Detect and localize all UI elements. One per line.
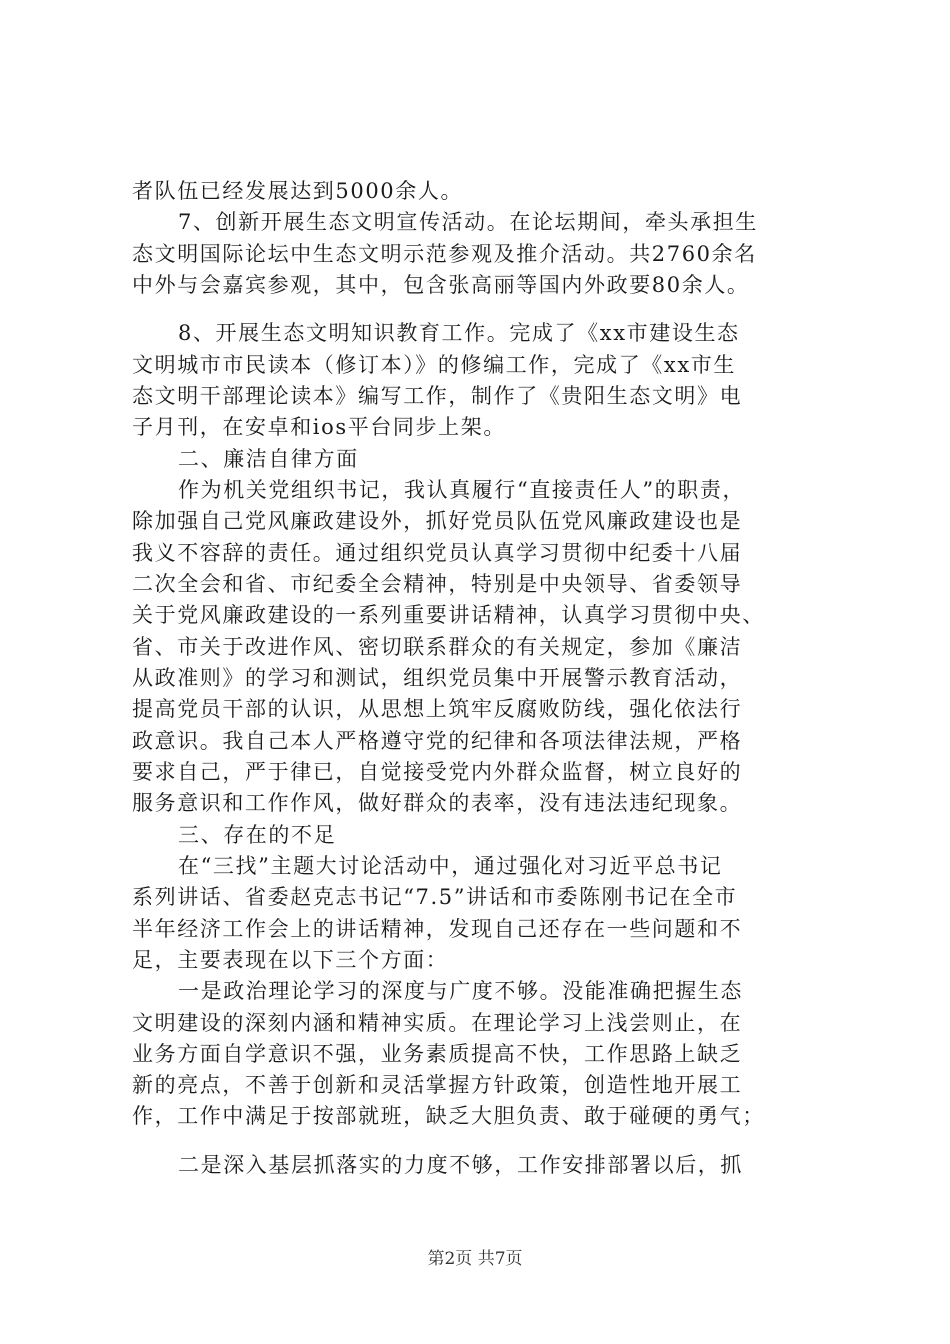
- text-line: 作为机关党组织书记，我认真履行“直接责任人”的职责，: [178, 478, 746, 503]
- text-line: 从政准则》的学习和测试，组织党员集中开展警示教育活动，: [132, 666, 743, 690]
- text-line: 业务方面自学意识不强，业务素质提高不快，工作思路上缺乏: [132, 1041, 743, 1066]
- text-line: 二次全会和省、市纪委全会精神，特别是中央领导、省委领导: [132, 572, 743, 597]
- text-line: 新的亮点，不善于创新和灵活掌握方针政策，创造性地开展工: [132, 1073, 743, 1098]
- text-line: 关于党风廉政建设的一系列重要讲话精神，认真学习贯彻中央、: [132, 603, 765, 628]
- text-line: 提高党员干部的认识，从思想上筑牢反腐败防线，强化依法行: [132, 697, 743, 722]
- text-line: 态文明干部理论读本》编写工作，制作了《贵阳生态文明》电: [132, 384, 743, 409]
- text-line: 系列讲话、省委赵克志书记“7.5”讲话和市委陈刚书记在全市: [132, 885, 738, 910]
- text-line: 我义不容辞的责任。通过组织党员认真学习贯彻中纪委十八届: [132, 540, 743, 565]
- section-heading: 三、存在的不足: [178, 822, 337, 847]
- text-line: 文明城市市民读本（修订本）》的修编工作，完成了《xx市生: [132, 352, 736, 377]
- text-line: 子月刊，在安卓和ios平台同步上架。: [132, 415, 506, 440]
- text-line: 中外与会嘉宾参观，其中，包含张高丽等国内外政要80余人。: [132, 272, 750, 297]
- text-line: 作，工作中满足于按部就班，缺乏大胆负责、敢于碰硬的勇气；: [132, 1104, 765, 1129]
- text-line: 者队伍已经发展达到5000余人。: [132, 179, 464, 203]
- text-line: 在“三找”主题大讨论活动中，通过强化对习近平总书记: [178, 853, 723, 878]
- text-line: 8、开展生态文明知识教育工作。完成了《xx市建设生态: [178, 321, 740, 346]
- text-line: 除加强自己党风廉政建设外，抓好党员队伍党风廉政建设也是: [132, 509, 743, 534]
- text-line: 一是政治理论学习的深度与广度不够。没能准确把握生态: [178, 979, 743, 1004]
- text-line: 7、创新开展生态文明宣传活动。在论坛期间，牵头承担生: [178, 210, 758, 235]
- page-footer: 第2页 共7页: [427, 1249, 523, 1269]
- text-line: 态文明国际论坛中生态文明示范参观及推介活动。共2760余名: [132, 241, 757, 266]
- text-line: 服务意识和工作作风，做好群众的表率，没有违法违纪现象。: [132, 791, 743, 816]
- text-line: 足，主要表现在以下三个方面：: [132, 947, 449, 972]
- text-line: 文明建设的深刻内涵和精神实质。在理论学习上浅尝则止，在: [132, 1010, 743, 1035]
- text-line: 二是深入基层抓落实的力度不够，工作安排部署以后，抓: [178, 1153, 743, 1177]
- section-heading: 二、廉洁自律方面: [178, 446, 359, 471]
- text-line: 要求自己，严于律已，自觉接受党内外群众监督，树立良好的: [132, 759, 743, 784]
- text-line: 省、市关于改进作风、密切联系群众的有关规定，参加《廉洁: [132, 634, 743, 659]
- text-line: 政意识。我自己本人严格遵守党的纪律和各项法律法规，严格: [132, 728, 743, 753]
- text-line: 半年经济工作会上的讲话精神，发现自己还存在一些问题和不: [132, 916, 743, 941]
